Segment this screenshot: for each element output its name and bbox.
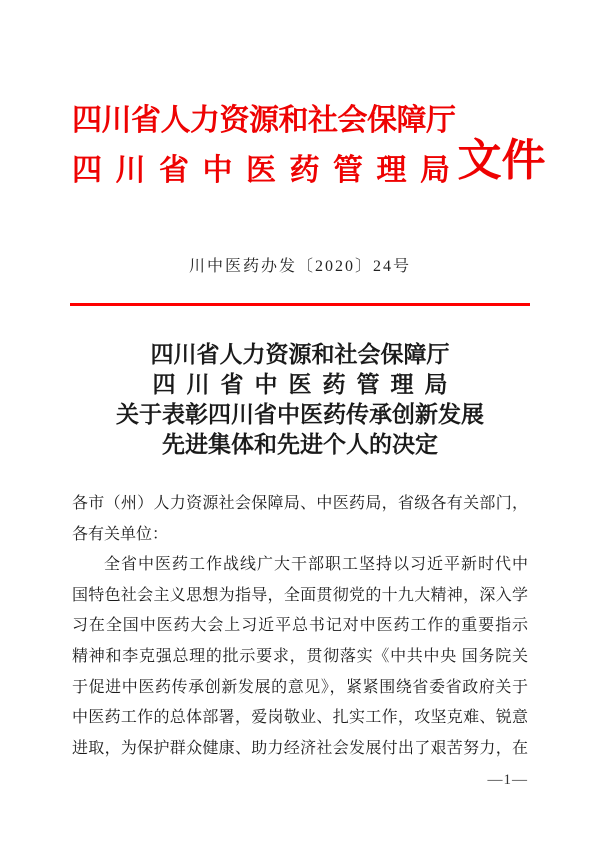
page-number: —1— xyxy=(487,772,528,788)
doc-number: 川中医药办发〔2020〕24号 xyxy=(188,258,411,275)
doc-title-line4: 先进集体和先进个人的决定 xyxy=(162,432,438,457)
salutation-line: 各市（州）人力资源社会保障局、中医药局，省级各有关部门， xyxy=(72,495,528,512)
body-text-line: 习在全国中医药大会上习近平总书记对中医药工作的重要指示 xyxy=(72,617,528,635)
body-text-line: 全省中医药工作战线广大干部职工坚持以习近平新时代中 xyxy=(104,556,528,574)
org-name-line2: 四川省中医药管理局 xyxy=(72,154,464,187)
doc-title-line2: 四川省中医药管理局 xyxy=(152,372,459,397)
red-separator-line xyxy=(70,303,530,306)
body-text-line: 进取，为保护群众健康、助力经济社会发展付出了艰苦努力，在 xyxy=(72,739,528,757)
doc-type-label: 文件 xyxy=(457,136,546,185)
body-text-line: 于促进中医药传承创新发展的意见》，紧紧围绕省委省政府关于 xyxy=(72,678,528,696)
body-text-line: 精神和李克强总理的批示要求，贯彻落实《中共中央 国务院关 xyxy=(72,647,528,665)
issuing-organizations xyxy=(72,96,464,196)
doc-body xyxy=(72,489,528,764)
doc-title xyxy=(0,340,600,460)
doc-title-line3: 关于表彰四川省中医药传承创新发展 xyxy=(116,402,484,427)
body-text-line: 中医药工作的总体部署，爱岗敬业、扎实工作，攻坚克难、锐意 xyxy=(72,709,528,727)
body-text-line: 国特色社会主义思想为指导，全面贯彻党的十九大精神，深入学 xyxy=(72,586,528,604)
salutation-line: 各有关单位： xyxy=(72,525,169,543)
org-name-line1: 四川省人力资源和社会保障厅 xyxy=(72,104,456,137)
letterhead xyxy=(72,96,546,196)
doc-title-line1: 四川省人力资源和社会保障厅 xyxy=(150,342,450,367)
